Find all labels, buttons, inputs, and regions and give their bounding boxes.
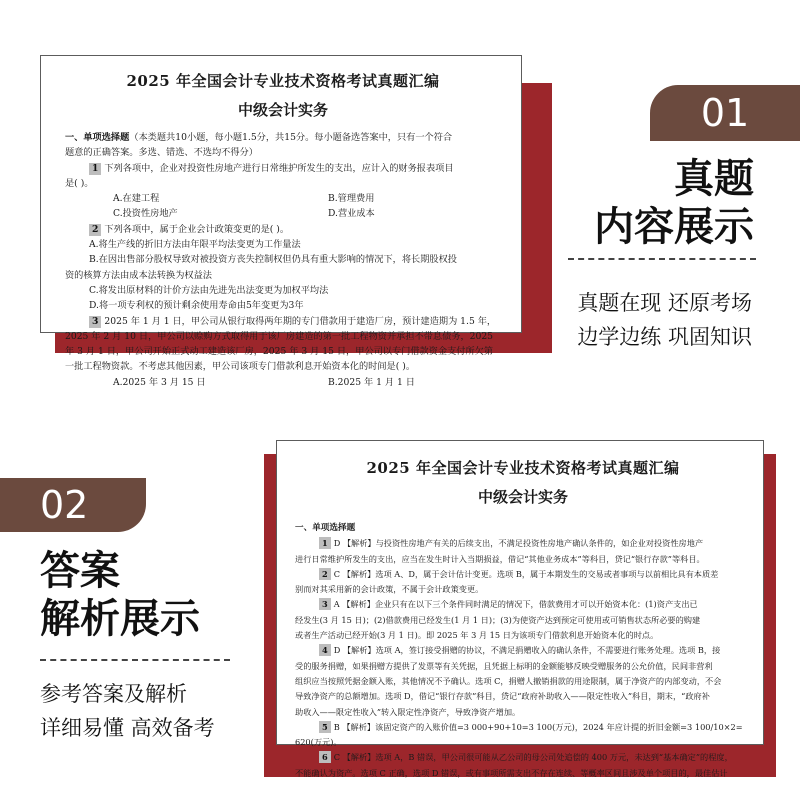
option-b: B.2025 年 1 月 1 日 xyxy=(328,376,415,388)
panel2-dashed-divider xyxy=(40,659,230,661)
section-tab-02 xyxy=(0,478,146,532)
answer-number-badge: 6 xyxy=(319,751,331,763)
answer-number-badge: 1 xyxy=(319,537,331,549)
option-b-cont: 资的核算方法由成本法转换为权益法 xyxy=(65,269,212,281)
option-c: C.将发出原材料的计价方法由先进先出法变更为加权平均法 xyxy=(89,284,329,296)
question-number-badge: 1 xyxy=(89,163,101,175)
panel2-heading-line1: 答案 xyxy=(40,548,120,594)
question-text: 2025 年 1 月 1 日，甲公司从银行取得两年期的专门借款用于建造厂房，预计建造期为 1.5 年， xyxy=(104,315,497,327)
answer-text-cont: 受的服务捐赠，如果捐赠方提供了发票等有关凭据，且凭据上标明的金额能够反映受赠服务的公允价值，民间非营利 xyxy=(295,660,713,671)
option-d: D.营业成本 xyxy=(328,208,375,220)
option-d: D.将一项专利权的预计剩余使用寿命由5年变更为3年 xyxy=(89,300,304,312)
answer-number-badge: 4 xyxy=(319,644,331,656)
answer-text-cont: 经发生(3 月 15 日)；(2)借款费用已经发生(1 月 1 日)；(3)为使资产达到预定可使用或可销售状态所必要的购建 xyxy=(295,614,701,625)
section-number: 01 xyxy=(700,91,750,135)
answer-number-badge: 5 xyxy=(319,721,331,733)
paper2-subtitle: 中级会计实务 xyxy=(477,488,568,506)
answer-text-cont: 助收入——限定性收入”转入限定性净资产，导致净资产增加。 xyxy=(295,706,521,717)
question-text-cont: 年 3 月 1 日，甲公司开始正式动工建造该厂房，2025 年 3 月 15 日，甲公司以专门借款资金支付所欠第 xyxy=(65,346,494,358)
question-text-cont: 2025 年 2 月 10 日，甲公司以赊购方式取得用于该厂房建造的第一批工程物资并承担不带息债务，2025 xyxy=(65,330,494,342)
answer-text: B 【解析】该固定资产的入账价值=3 000+90+10=3 100(万元)，2024 年应计提的折旧金额=3 100/10×2= xyxy=(333,721,743,732)
answer-text-cont: 导致净资产的总额增加。选项 D，借记“银行存款”科目，贷记“政府补助收入——限定性收入”科目，期末，“政府补 xyxy=(295,691,710,702)
answer-4 xyxy=(295,643,751,658)
answer-text: A 【解析】企业只有在以下三个条件同时满足的情况下，借款费用才可以开始资本化：(1)资产支出已 xyxy=(333,599,698,610)
answer-6 xyxy=(295,750,751,765)
answer-1 xyxy=(295,536,751,551)
paper1-title: 2025 年全国会计专业技术资格考试真题汇编 xyxy=(126,72,440,90)
answer-text: C 【解析】选项 A、D，属于会计估计变更。选项 B，属于本期发生的交易或者事项与以前相比具有本质差 xyxy=(333,568,719,579)
paper1-exam-page xyxy=(40,55,522,388)
panel1-dashed-divider xyxy=(568,258,756,260)
paper1-q3-options-row1 xyxy=(65,375,501,390)
paper1-question-3 xyxy=(65,314,501,329)
section-number: 02 xyxy=(40,483,89,527)
question-text-cont: 一批工程物资款。不考虑其他因素，甲公司该项专门借款利息开始资本化的时间是( )。 xyxy=(65,361,416,373)
option-a: A.将生产线的折旧方法由年限平均法变更为工作量法 xyxy=(89,239,301,251)
paper1-q1-options-row2 xyxy=(65,206,501,221)
paper1-question-1 xyxy=(65,161,501,176)
paper1-section-label: 一、单项选择题 xyxy=(65,132,130,143)
paper1-section-header xyxy=(65,130,501,145)
paper2-title: 2025 年全国会计专业技术资格考试真题汇编 xyxy=(366,459,680,477)
paper1-q1-options-row1 xyxy=(65,191,501,206)
answer-text: C 【解析】选项 A，B 错误，甲公司很可能从乙公司的母公司处追偿的 400 万元，未达到“基本确定”的程度， xyxy=(333,752,733,763)
question-text-cont: 是( )。 xyxy=(65,177,94,189)
answer-text-cont: 不能确认为资产。选项 C 正确，选项 D 错误，或有事项所需支出不存在连续、等概率区间且涉及单个项目的，最佳估计 xyxy=(295,767,728,778)
option-b: B.在因出售部分股权导致对被投资方丧失控制权但仍具有重大影响的情况下，将长期股权投 xyxy=(89,254,457,266)
panel2-slogan-line1: 参考答案及解析 xyxy=(40,682,187,706)
answer-5 xyxy=(295,720,751,735)
option-c: C.投资性房地产 xyxy=(113,208,178,220)
answer-3 xyxy=(295,597,751,612)
answer-text: D 【解析】选项 A，签订接受捐赠的协议，不满足捐赠收入的确认条件，不需要进行账务处理。选项 B，接 xyxy=(333,645,721,656)
paper2-section-label: 一、单项选择题 xyxy=(295,523,356,533)
panel1-slogan-line1: 真题在现 还原考场 xyxy=(577,291,752,315)
section-tab-01 xyxy=(650,85,800,141)
paper1-section-note: （本类题共10小题，每小题1.5分，共15分。每小题备选答案中，只有一个符合 xyxy=(129,132,453,143)
option-a: A.在建工程 xyxy=(113,193,160,205)
answer-number-badge: 3 xyxy=(319,598,331,610)
question-number-badge: 3 xyxy=(89,316,101,328)
answer-text-cont: 进行日常维护所发生的支出，应当在发生时计入当期损益，借记“其他业务成本”等科目，贷记“银行存款”等科目。 xyxy=(295,553,705,564)
answer-text: D 【解析】与投资性房地产有关的后续支出，不满足投资性房地产确认条件的，如企业对投资性房地产 xyxy=(333,538,704,549)
answer-number-badge: 2 xyxy=(319,568,331,580)
panel2-slogan-line2: 详细易懂 高效备考 xyxy=(40,716,215,740)
panel1-heading-line2: 内容展示 xyxy=(594,204,754,250)
question-number-badge: 2 xyxy=(89,224,101,236)
paper1-section-note2: 题意的正确答案。多选、错选、不选均不得分） xyxy=(65,147,258,159)
paper1-subtitle: 中级会计实务 xyxy=(237,101,328,119)
question-text: 下列各项中，企业对投资性房地产进行日常维护所发生的支出，应计入的财务报表项目 xyxy=(104,162,454,174)
option-b: B.管理费用 xyxy=(328,193,375,205)
panel1-heading-line1: 真题 xyxy=(674,156,754,202)
panel1-slogan-line2: 边学边练 巩固知识 xyxy=(577,325,752,349)
panel2-heading-line2: 解析展示 xyxy=(40,596,200,642)
answer-text-cont: 620(万元)。 xyxy=(295,737,342,748)
paper2-answer-page xyxy=(276,440,764,778)
option-a: A.2025 年 3 月 15 日 xyxy=(113,376,206,388)
answer-text-cont: 或者生产活动已经开始(3 月 1 日)。即 2025 年 3 月 15 日为该项专门借款利息开始资本化的时点。 xyxy=(295,630,659,641)
answer-2 xyxy=(295,567,751,582)
question-text: 下列各项中，属于企业会计政策变更的是( )。 xyxy=(104,223,290,235)
paper1-question-2 xyxy=(65,222,501,237)
answer-text-cont: 别而对其采用新的会计政策，不属于会计政策变更。 xyxy=(295,584,484,595)
answer-text-cont: 组织应当按照凭据金额入账，其他情况不予确认。选项 C，捐赠人撤销捐款的用途限制，属于净资产的内部变动，不会 xyxy=(295,675,722,686)
